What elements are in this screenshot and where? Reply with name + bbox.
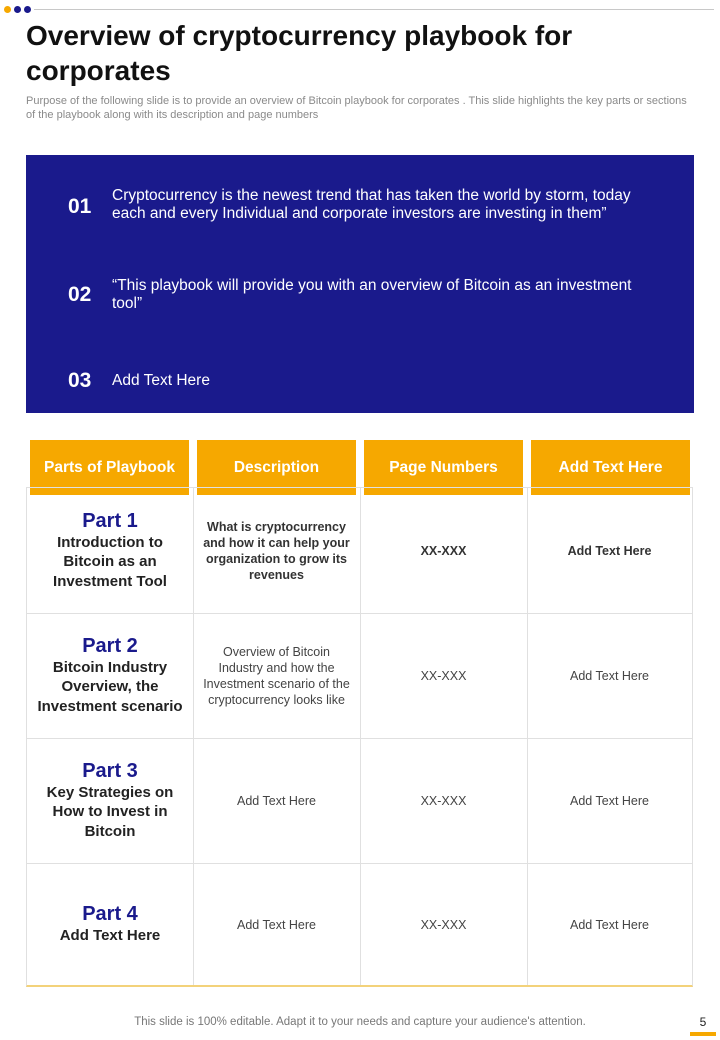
part-title: Introduction to Bitcoin as an Investment Tool [53, 533, 167, 590]
page-number: 5 [699, 1015, 707, 1029]
page-title: Overview of cryptocurrency playbook for corporates [26, 20, 573, 86]
table-cell-page: XX-XXX [420, 793, 467, 808]
part-label: Part 1 [82, 509, 138, 532]
key-point-number: 01 [68, 195, 92, 218]
table-cell-part [27, 613, 193, 738]
table-cell-page: XX-XXX [420, 668, 467, 683]
table-cell-extra: Add Text Here [567, 543, 652, 558]
table-cell-description: What is cryptocurrency and how it can help your organization to grow its revenues [203, 519, 350, 582]
table-cell-part [27, 738, 193, 863]
table-cell-description: Overview of Bitcoin Industry and how the Investment scenario of the cryptocurrency looks like [203, 644, 350, 707]
table-cell-extra: Add Text Here [570, 668, 649, 683]
footer-note: This slide is 100% editable. Adapt it to your needs and capture your audience's attention. [134, 1016, 586, 1028]
table-cell-description: Add Text Here [237, 917, 316, 932]
table-cell-extra: Add Text Here [570, 793, 649, 808]
top-divider [34, 9, 714, 10]
key-point-text: Add Text Here [112, 372, 210, 389]
table-cell-part [27, 488, 193, 613]
header-page-numbers: Page Numbers [364, 440, 523, 495]
page-number-underline [690, 1032, 716, 1036]
key-point-number: 03 [68, 369, 92, 392]
key-points-panel [26, 155, 694, 413]
blue-dot-icon [14, 6, 21, 13]
yellow-dot-icon [4, 6, 11, 13]
header-parts-of-playbook: Parts of Playbook [30, 440, 189, 495]
decorative-dots [4, 6, 31, 13]
part-label: Part 4 [82, 903, 138, 926]
table-cell-page: XX-XXX [420, 543, 467, 558]
key-point-number: 02 [68, 283, 92, 306]
part-title: Key Strategies on How to Invest in Bitcoin [46, 783, 174, 840]
playbook-table [26, 487, 693, 987]
table-cell-part [27, 863, 193, 986]
key-point-text: “This playbook will provide you with an overview of Bitcoin as an investment tool” [112, 277, 632, 312]
key-point-text: Cryptocurrency is the newest trend that has taken the world by storm, today each and every Individual and corporate investors are investing in them” [112, 187, 631, 222]
part-title: Bitcoin Industry Overview, the Investment scenario [37, 658, 183, 715]
blue-dot-icon [24, 6, 31, 13]
table-cell-extra: Add Text Here [570, 917, 649, 932]
table-cell-page: XX-XXX [420, 917, 467, 932]
part-label: Part 2 [82, 634, 138, 657]
header-description: Description [197, 440, 356, 495]
table-cell-description: Add Text Here [237, 793, 316, 808]
part-label: Part 3 [82, 759, 138, 782]
header-add-text: Add Text Here [531, 440, 690, 495]
page-subtitle: Purpose of the following slide is to provide an overview of Bitcoin playbook for corporates . This slide highlights the key parts or sections of the playbook along with its description and page numbers [26, 95, 687, 121]
part-title: Add Text Here [59, 927, 161, 945]
